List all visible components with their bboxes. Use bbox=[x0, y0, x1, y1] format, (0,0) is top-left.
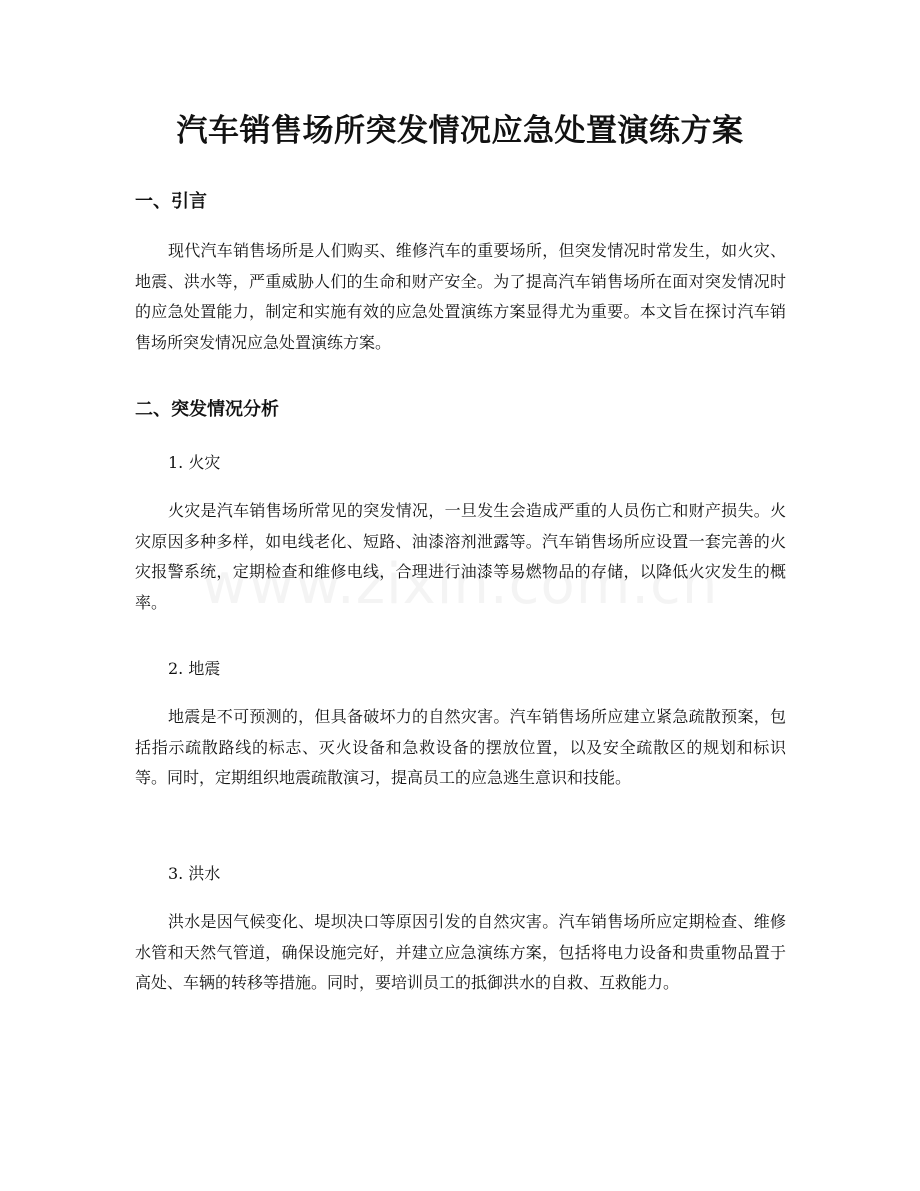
page-title: 汽车销售场所突发情况应急处置演练方案 bbox=[176, 113, 744, 149]
subheading-fire: 1. 火灾 bbox=[168, 453, 221, 472]
earthquake-paragraph: 地震是不可预测的，但具备破坏力的自然灾害。汽车销售场所应建立紧急疏散预案，包括指示疏散路线的标志、灭火设备和急救设备的摆放位置，以及安全疏散区的规划和标识等。同时，定期组织地震疏散演习，提高员工的应急逃生意识和技能。 bbox=[135, 707, 786, 788]
fire-paragraph: 火灾是汽车销售场所常见的突发情况，一旦发生会造成严重的人员伤亡和财产损失。火灾原因多种多样，如电线老化、短路、油漆溶剂泄露等。汽车销售场所应设置一套完善的火灾报警系统，定期检查和维修电线，合理进行油漆等易燃物品的存储，以降低火灾发生的概率。 bbox=[135, 501, 786, 612]
subheading-earthquake: 2. 地震 bbox=[168, 659, 221, 678]
section-heading-analysis: 二、突发情况分析 bbox=[135, 399, 279, 420]
subheading-flood: 3. 洪水 bbox=[168, 864, 221, 883]
flood-paragraph: 洪水是因气候变化、堤坝决口等原因引发的自然灾害。汽车销售场所应定期检查、维修水管和天然气管道，确保设施完好，并建立应急演练方案，包括将电力设备和贵重物品置于高处、车辆的转移等措施。同时，要培训员工的抵御洪水的自救、互救能力。 bbox=[135, 912, 786, 993]
intro-paragraph: 现代汽车销售场所是人们购买、维修汽车的重要场所，但突发情况时常发生，如火灾、地震、洪水等，严重威胁人们的生命和财产安全。为了提高汽车销售场所在面对突发情况时的应急处置能力，制定和实施有效的应急处置演练方案显得尤为重要。本文旨在探讨汽车销售场所突发情况应急处置演练方案。 bbox=[135, 241, 786, 352]
section-heading-intro: 一、引言 bbox=[135, 191, 207, 212]
